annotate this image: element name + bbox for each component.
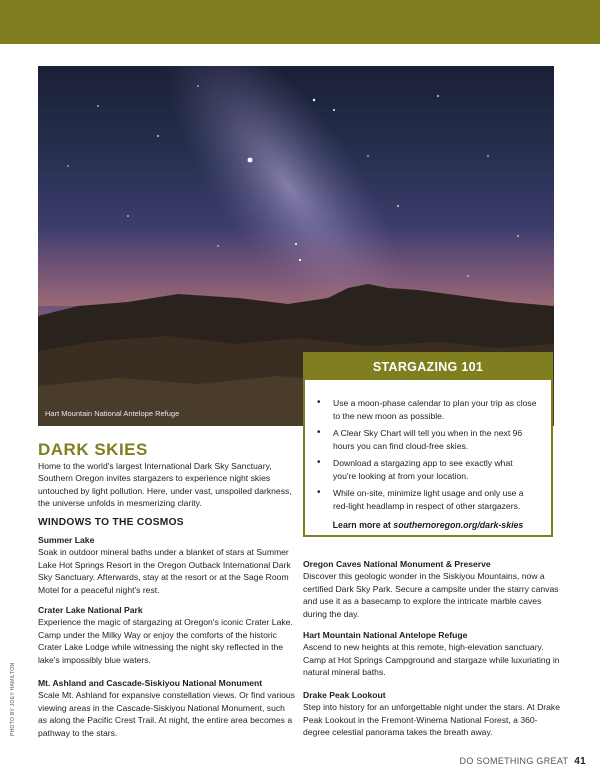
learn-more xyxy=(305,520,551,530)
entry-title: Mt. Ashland and Cascade-Siskiyou National Monument xyxy=(38,678,263,688)
list-item: • While on-site, minimize light usage and only use a red-light headlamp in respect of other stargazers. xyxy=(317,487,537,513)
sidebar-title: STARGAZING 101 xyxy=(305,354,551,380)
entry-body: Experience the magic of stargazing at Oregon's iconic Crater Lake. Camp under the Milky Way or enjoy the comforts of the historic Crater Lake Lodge while witnessing the night sky reflected in the lake's impossibly blue waters. xyxy=(38,617,293,665)
page-number: 41 xyxy=(574,756,586,767)
page-footer xyxy=(460,756,586,767)
entry-title: Crater Lake National Park xyxy=(38,605,143,615)
entry-summer-lake xyxy=(38,534,296,596)
learn-more-link[interactable]: southernoregon.org/dark-skies xyxy=(393,519,524,530)
footer-tagline: DO SOMETHING GREAT xyxy=(459,756,569,766)
entry-title: Summer Lake xyxy=(38,535,95,545)
subhead: WINDOWS TO THE COSMOS xyxy=(38,517,184,528)
entry-mt-ashland xyxy=(38,677,296,739)
list-item: • A Clear Sky Chart will tell you when in the next 96 hours you can find cloud-free skies. xyxy=(317,427,537,453)
list-item: • Use a moon-phase calendar to plan your trip as close to the new moon as possible. xyxy=(317,397,537,423)
entry-hart-mountain xyxy=(303,629,561,679)
entry-oregon-caves xyxy=(303,558,561,620)
stargazing-sidebar xyxy=(303,352,553,537)
header-band xyxy=(0,0,600,44)
intro-paragraph: Home to the world's largest International Dark Sky Sanctuary, Southern Oregon invites stargazers to experience night skies untouched by light pollution. Here, under vast, unspoiled darkness, the universe unfolds in mesmerizing clarity. xyxy=(38,461,292,509)
entry-drake-peak xyxy=(303,689,561,739)
entry-title: Hart Mountain National Antelope Refuge xyxy=(303,630,468,640)
list-item: • Download a stargazing app to see exactly what you're looking at from your location. xyxy=(317,457,537,483)
photo-credit: PHOTO BY JOEY HAMILTON xyxy=(10,662,16,736)
tips-list xyxy=(305,380,551,513)
entry-body: Step into history for an unforgettable night under the stars. At Drake Peak Lookout in the Fremont-Winema National Forest, a 360-degree celestial panorama takes the breath away. xyxy=(303,702,561,738)
entry-title: Drake Peak Lookout xyxy=(303,690,386,700)
learn-more-prefix: Learn more at xyxy=(332,519,394,530)
entry-body: Ascend to new heights at this remote, high-elevation sanctuary. Camp at Hot Springs Campground and stargaze while luxuriating in natural mineral baths. xyxy=(303,642,560,678)
entry-body: Discover this geologic wonder in the Siskiyou Mountains, now a certified Dark Sky Park. Secure a campsite under the starry canvas and use it as a basecamp to explore the intricate marble caves during the day. xyxy=(303,571,559,619)
entry-title: Oregon Caves National Monument & Preserve xyxy=(303,559,491,569)
section-title: DARK SKIES xyxy=(38,440,148,459)
entry-body: Soak in outdoor mineral baths under a blanket of stars at Summer Lake Hot Springs Resort in the Oregon Outback International Dark Sky Sanctuary. Afterwards, stay at the resort or at the Sage Room Motel for a peaceful night's rest. xyxy=(38,547,291,595)
entry-body: Scale Mt. Ashland for expansive constellation views. Or find various viewing areas in the Cascade-Siskiyou National Monument, such as along the Pacific Crest Trail. At night, the entire area becomes a pathway to the stars. xyxy=(38,690,295,738)
photo-caption: Hart Mountain National Antelope Refuge xyxy=(45,409,180,418)
entry-crater-lake xyxy=(38,604,296,666)
